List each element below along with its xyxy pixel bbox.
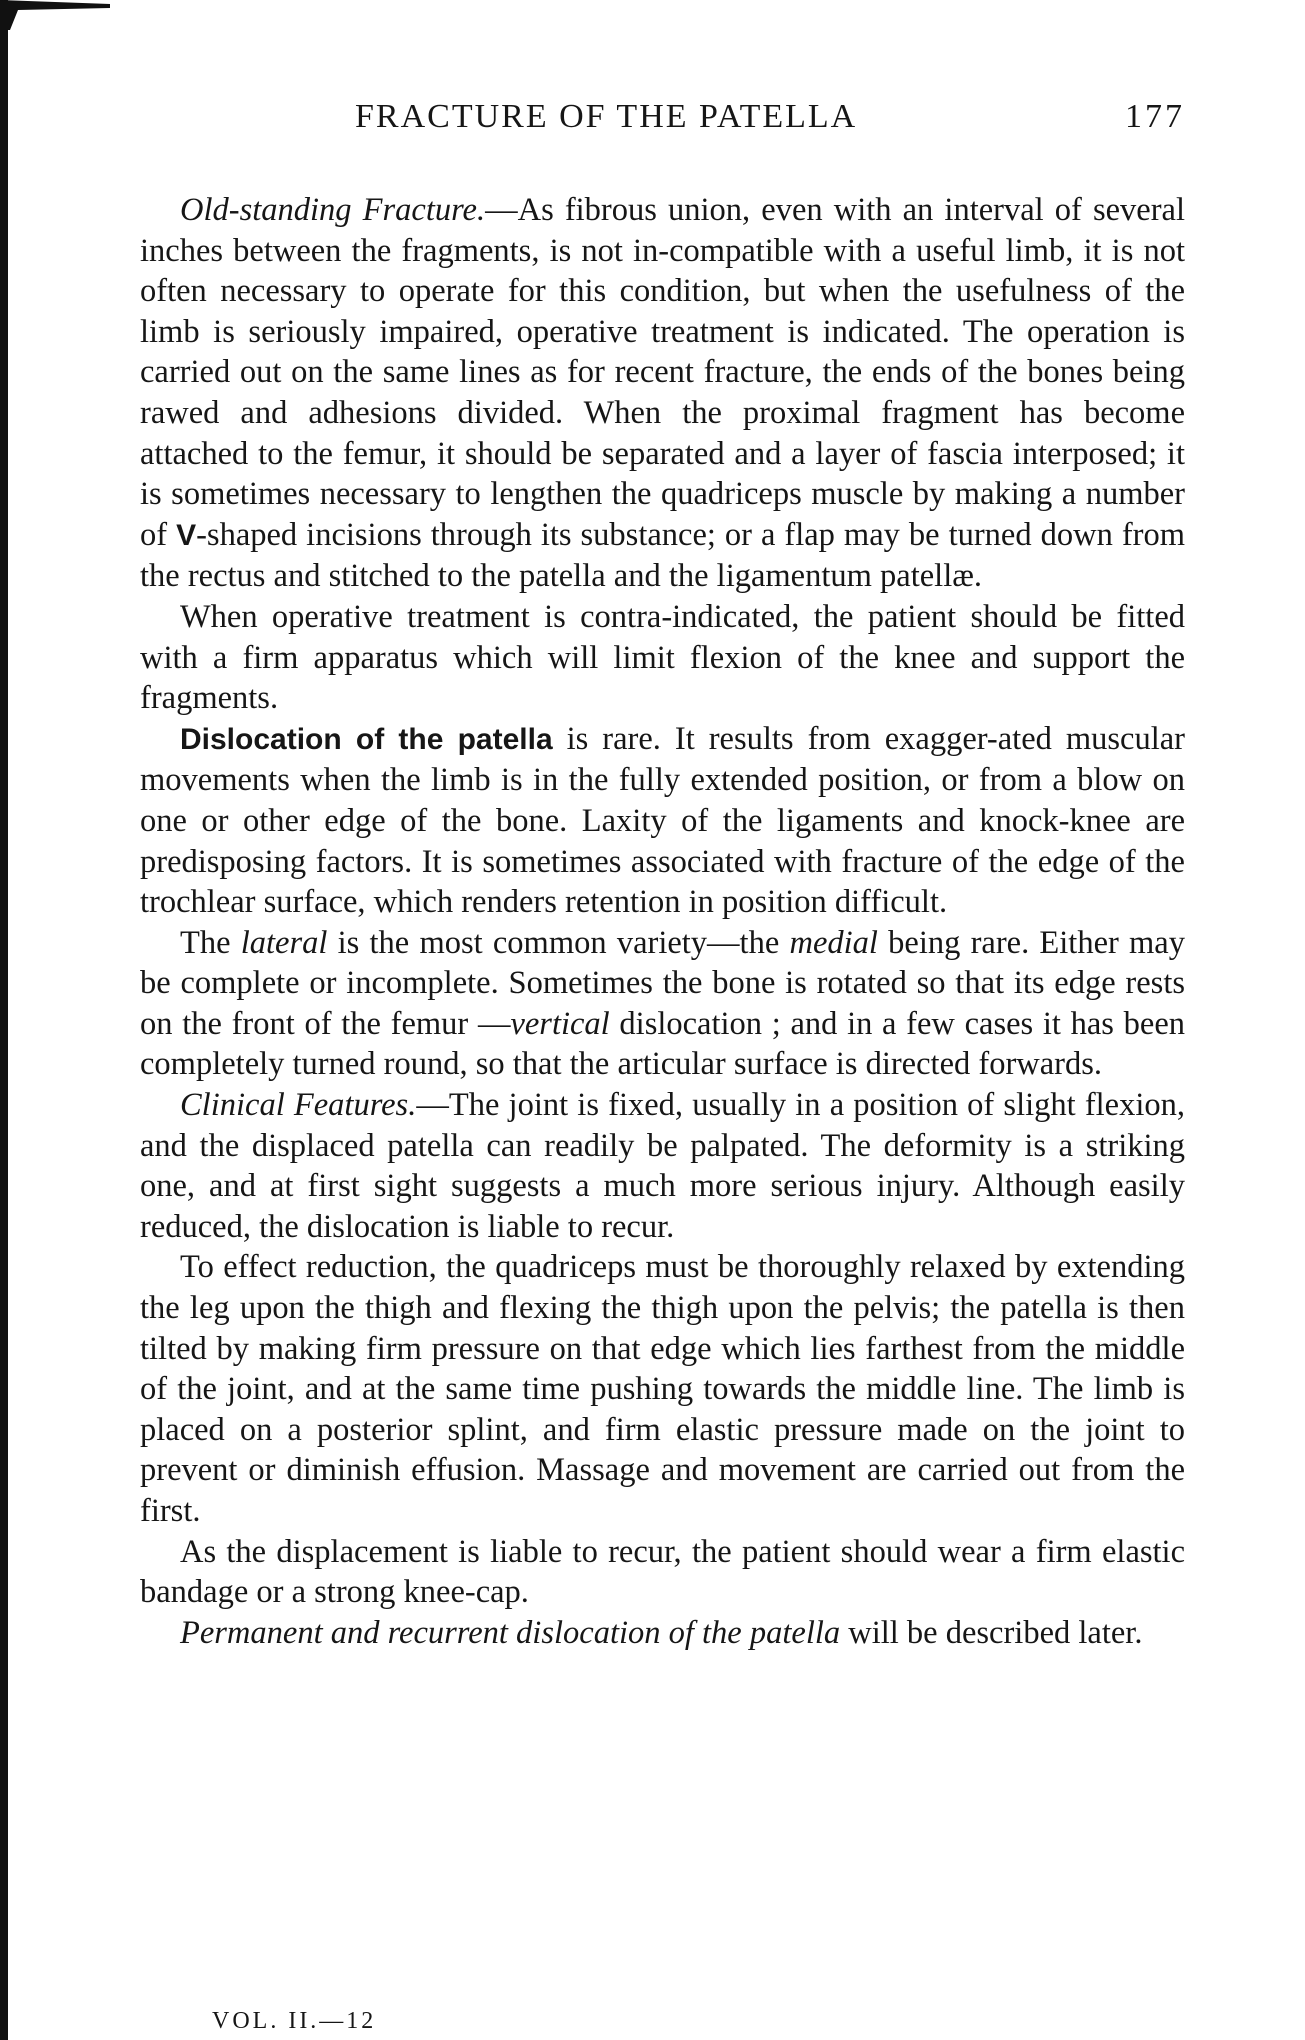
- binding-edge: [0, 0, 8, 2040]
- paragraph-text: The: [180, 924, 241, 961]
- v-letter: V: [176, 518, 197, 552]
- paragraph-varieties: [140, 923, 1185, 1085]
- paragraph-text: is the most common variety—the: [327, 924, 790, 961]
- side-heading-old-standing-fracture: Old-standing Fracture.: [180, 192, 486, 228]
- page-number: 177: [1125, 98, 1185, 135]
- binding-corner-mark: [0, 0, 110, 30]
- paragraph-permanent-dislocation: [140, 1613, 1185, 1654]
- paragraph-text: is rare. It results from exagger-ated muscular movements when the limb is in the fully extended position, or from a blow on one or other edge of the bone. Laxity of the ligaments and knock-knee are predisposing factors. It is sometimes associated with fracture of the edge of the trochlear surface, which renders retention in position difficult.: [140, 720, 1185, 921]
- section-heading-dislocation: Dislocation of the patella: [180, 722, 553, 756]
- paragraph-old-standing-fracture: [140, 190, 1185, 597]
- paragraph-text: being rare. Either may be complete or incomplete. Sometimes the bone is rotated so that its edge rests on the front of the femur —: [140, 924, 1185, 1042]
- page-content: [140, 98, 1185, 1653]
- paragraph-text: -shaped incisions through its substance; or a flap may be turned down from the rectus and stitched to the patella and the ligamentum patellæ.: [140, 516, 1185, 595]
- italic-term-vertical: vertical: [510, 1005, 610, 1042]
- body-text: [140, 190, 1185, 1653]
- running-title: FRACTURE OF THE PATELLA: [355, 98, 858, 135]
- paragraph-recurrence: As the displacement is liable to recur, the patient should wear a firm elastic bandage or a strong knee-cap.: [140, 1533, 1185, 1611]
- paragraph-text: —As fibrous union, even with an interval of several inches between the fragments, is not in-compatible with a useful limb, it is not often necessary to operate for this condition, but when the usefulness of the limb is seriously impaired, operative treatment is indicated. The operation is carried out on the same lines as for recent fracture, the ends of the bones being rawed and adhesions divided. When the proximal fragment has become attached to the femur, it should be separated and a layer of fascia interposed; it is sometimes necessary to lengthen the quadriceps muscle by making a number of: [140, 192, 1185, 553]
- paragraph-dislocation: [140, 719, 1185, 923]
- italic-phrase-permanent-dislocation: Permanent and recurrent dislocation of the patella: [180, 1614, 841, 1651]
- paragraph-text: —The joint is fixed, usually in a position of slight flexion, and the displaced patella can readily be palpated. The deformity is a striking one, and at first sight suggests a much more serious injury. Although easily reduced, the dislocation is liable to recur.: [140, 1087, 1186, 1245]
- paragraph-contra-indicated: When operative treatment is contra-indicated, the patient should be fitted with a firm apparatus which will limit flexion of the knee and support the fragments.: [140, 598, 1185, 717]
- printer-signature: VOL. II.—12: [212, 2008, 377, 2034]
- italic-term-medial: medial: [789, 924, 878, 961]
- paragraph-reduction: To effect reduction, the quadriceps must be thoroughly relaxed by extending the leg upon the thigh and flexing the thigh upon the pelvis; the patella is then tilted by making firm pressure on that edge which lies farthest from the middle of the joint, and at the same time pushing towards the middle line. The limb is placed on a posterior splint, and firm elastic pressure made on the joint to prevent or diminish effusion. Massage and movement are carried out from the first.: [140, 1249, 1185, 1529]
- paragraph-text: dislocation ; and in a few cases it has been completely turned round, so that the articular surface is directed forwards.: [140, 1005, 1185, 1083]
- running-head: [140, 98, 1185, 150]
- side-heading-clinical-features: Clinical Features.: [180, 1087, 417, 1124]
- paragraph-clinical-features: [140, 1085, 1185, 1247]
- paragraph-text: will be described later.: [840, 1614, 1143, 1651]
- italic-term-lateral: lateral: [240, 924, 328, 961]
